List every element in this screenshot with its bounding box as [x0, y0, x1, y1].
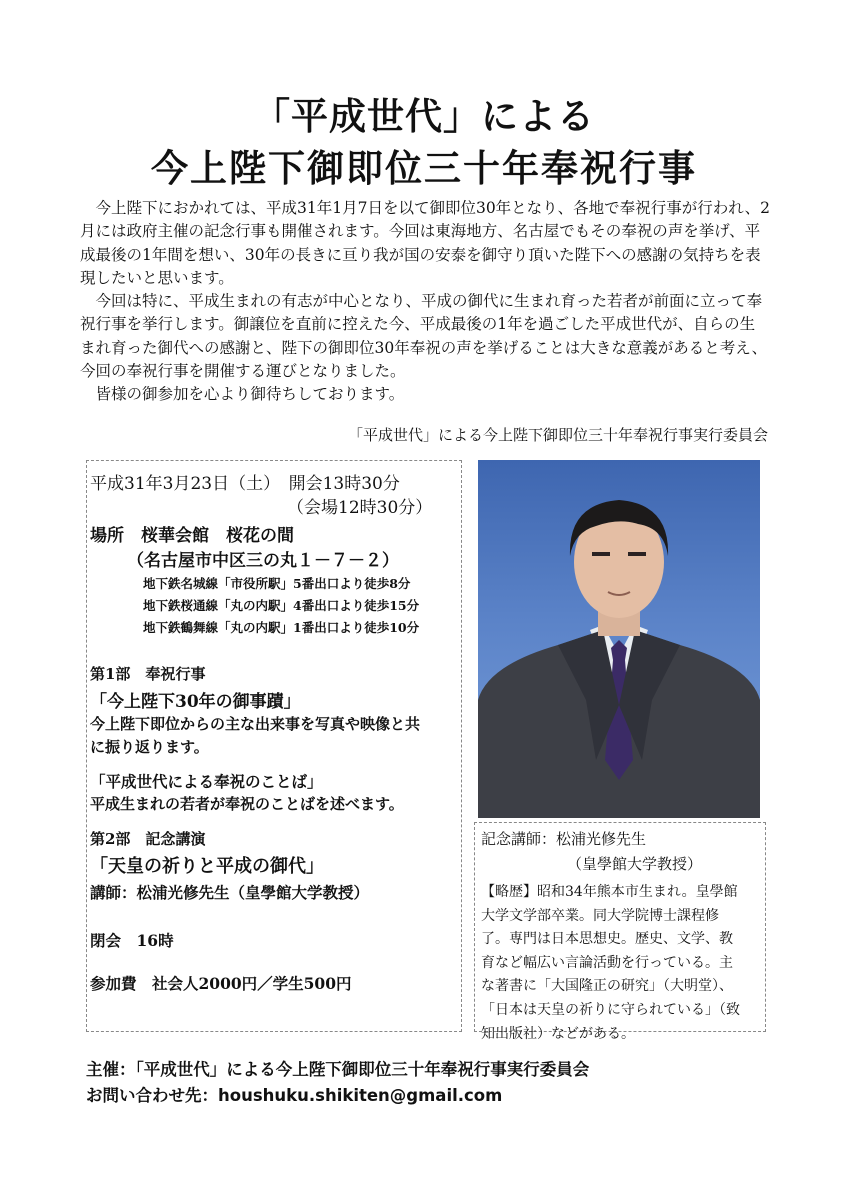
access-line-2: 地下鉄桜通線「丸の内駅」4番出口より徒歩15分: [143, 598, 420, 613]
part1-item2-desc: 平成生まれの若者が奉祝のことばを述べます。: [90, 795, 404, 813]
venue-line: [90, 521, 294, 546]
part2-heading: 第2部 記念講演: [90, 830, 206, 848]
bio-line: 「日本は天皇の祈りに守られている」（致: [481, 1001, 740, 1018]
organizer-line: 主催：「平成世代」による今上陛下御即位三十年奉祝行事実行委員会: [86, 1060, 590, 1079]
venue-room: 桜花の間: [226, 526, 294, 546]
part1-item1-desc-b: に振り返ります。: [90, 738, 209, 756]
event-doors-time: （会場12時30分）: [287, 498, 433, 518]
contact-line: お問い合わせ先：houshuku.shikiten@gmail.com: [86, 1086, 503, 1105]
intro-paragraph-1: 今上陛下におかれては、平成31年1月7日を以て御即位30年となり、各地で奉祝行事が行われ、2月には政府主催の記念行事も開催されます。今回は東海地方、名古屋でもその奉祝の声を挙げ、平成最後の1年間を想い、30年の長きに亘り我が国の安泰を御守り頂いた陛下への感謝の気持ちを表現したいと思います。: [80, 199, 770, 287]
speaker-bio-box: [474, 822, 766, 1042]
bio-line: 【略歴】昭和34年熊本市生まれ。皇學館: [481, 884, 738, 900]
access-line-1: 地下鉄名城線「市役所駅」5番出口より徒歩8分: [143, 576, 411, 591]
part2-lecturer: 講師：松浦光修先生（皇學館大学教授）: [90, 883, 370, 902]
bio-line: 育など幅広い言論活動を行っている。主: [481, 954, 733, 971]
venue-address: （名古屋市中区三の丸１－７－２）: [127, 551, 399, 571]
part1-heading: 第1部 奉祝行事: [90, 665, 206, 683]
event-open-time: 開会13時30分: [288, 474, 400, 494]
part1-item2-title: 「平成世代による奉祝のことば」: [90, 772, 323, 791]
part1-item1-title: 「今上陛下30年の御事蹟」: [90, 692, 301, 712]
bio-line: 大学文学部卒業。同大学院博士課程修: [481, 907, 719, 924]
title-line-1: 「平成世代」による: [253, 95, 595, 138]
event-date-line: [90, 469, 400, 494]
venue-name: 桜華会館: [141, 526, 209, 546]
speaker-bio-text: [481, 881, 761, 1046]
part1-item1-desc-a: 今上陛下即位からの主な出来事を写真や映像と共: [90, 715, 421, 733]
part2-title: 「天皇の祈りと平成の御代」: [90, 856, 324, 877]
bio-line: 了。専門は日本思想史。歴史、文学、教: [481, 931, 733, 948]
speaker-affiliation: （皇學館大学教授）: [567, 855, 703, 873]
committee-signature: 「平成世代」による今上陛下御即位三十年奉祝行事実行委員会: [347, 426, 768, 444]
venue-label: 場所: [90, 526, 124, 546]
bio-line: 知出版社）などがある。: [481, 1025, 635, 1042]
intro-paragraph-3: 皆様の御参加を心より御待ちしております。: [95, 385, 405, 404]
speaker-portrait-photo: [478, 460, 760, 818]
speaker-portrait-illustration: [478, 460, 760, 818]
event-details-box: [86, 460, 462, 1032]
speaker-label: 記念講師：松浦光修先生: [481, 830, 647, 848]
close-time: 閉会 16時: [90, 931, 174, 950]
participation-fee: 参加費 社会人2000円／学生500円: [90, 974, 352, 993]
title-line-2: 今上陛下御即位三十年奉祝行事: [151, 147, 697, 190]
event-date: 平成31年3月23日（土）: [90, 474, 272, 494]
bio-line: な著書に「大国隆正の研究」（大明堂）、: [481, 978, 733, 995]
access-line-3: 地下鉄鶴舞線「丸の内駅」1番出口より徒歩10分: [143, 620, 420, 635]
intro-text: [80, 197, 770, 407]
intro-paragraph-2: 今回は特に、平成生まれの有志が中心となり、平成の御代に生まれ育った若者が前面に立って奉祝行事を挙行します。御譲位を直前に控えた今、平成最後の1年を過ごした平成世代が、自らの生まれ育った御代への感謝と、陛下の御即位30年奉祝の声を挙げることは大きな意義があると考え、今回の奉祝行事を開催する運びとなりました。: [80, 292, 768, 381]
